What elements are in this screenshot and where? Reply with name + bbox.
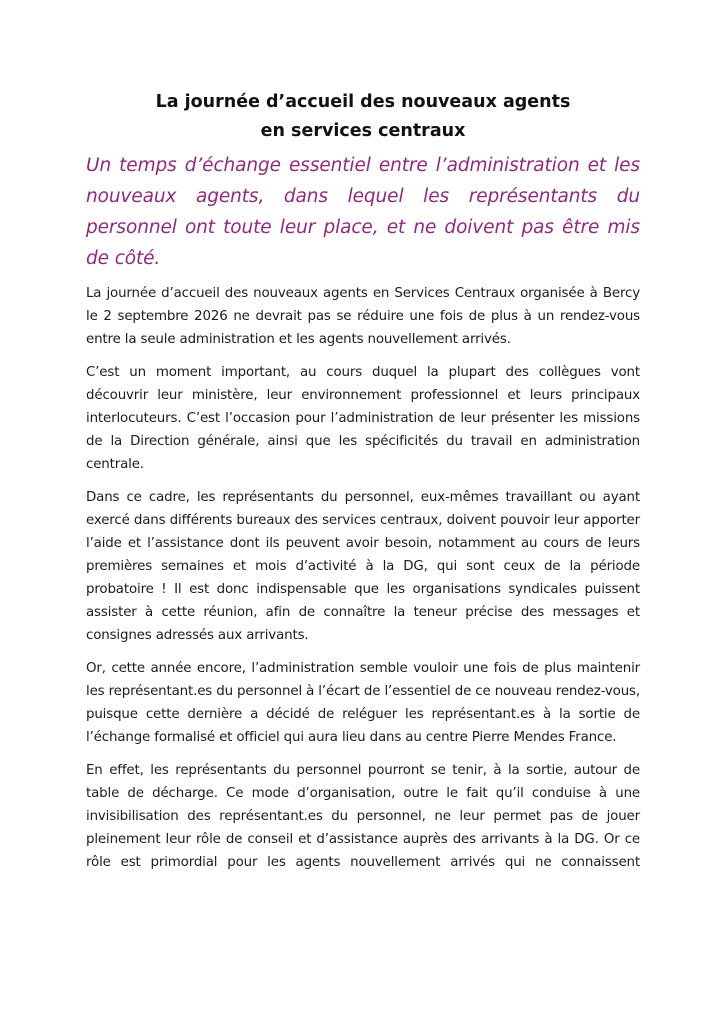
title-line-2: en services centraux <box>260 121 466 141</box>
paragraph-3: Dans ce cadre, les représentants du personnel, eux-mêmes travaillant ou ayant exercé dans différents bureaux des services centraux, doivent pouvoir leur apporter l’aide et l’assistance dont ils peuvent avoir besoin, notamment au cours de leurs premières semaines et mois d’activité à la DG, qui sont ceux de la période probatoire ! Il est donc indispensable que les organisations syndicales puissent assister à cette réunion, afin de connaître la teneur précise des messages et consignes adressés aux arrivants. <box>86 490 640 643</box>
document-subtitle: Un temps d’échange essentiel entre l’administration et les nouveaux agents, dans lequel les représentants du personnel ont toute leur place, et ne doivent pas être mis de côté. <box>86 155 640 269</box>
paragraph-1: La journée d’accueil des nouveaux agents en Services Centraux organisée à Bercy le 2 septembre 2026 ne devrait pas se réduire une fois de plus à un rendez-vous entre la seule administration et les agents nouvellement arrivés. <box>86 286 640 347</box>
title-line-1: La journée d’accueil des nouveaux agents <box>155 92 571 112</box>
paragraph-4: Or, cette année encore, l’administration semble vouloir une fois de plus maintenir les représentant.es du personnel à l’écart de l’essentiel de ce nouveau rendez-vous, puisque cette dernière a décidé de reléguer les représentant.es à la sortie de l’échange formalisé et officiel qui aura lieu dans au centre Pierre Mendes France. <box>86 661 640 745</box>
paragraph-2: C’est un moment important, au cours duquel la plupart des collègues vont découvrir leur ministère, leur environnement professionnel et leurs principaux interlocuteurs. C’est l’occasion pour l’administration de leur présenter les missions de la Direction générale, ainsi que les spécificités du travail en administration centrale. <box>86 365 640 472</box>
paragraph-5: En effet, les représentants du personnel pourront se tenir, à la sortie, autour de table de décharge. Ce mode d’organisation, outre le fait qu’il conduise à une invisibilisation des représentant.es du personnel, ne leur permet pas de jouer pleinement leur rôle de conseil et d’assistance auprès des arrivants à la DG. Or ce rôle est primordial pour les agents nouvellement arrivés qui ne connaissent <box>86 763 640 870</box>
document-title <box>86 88 640 146</box>
document-page <box>86 88 640 884</box>
